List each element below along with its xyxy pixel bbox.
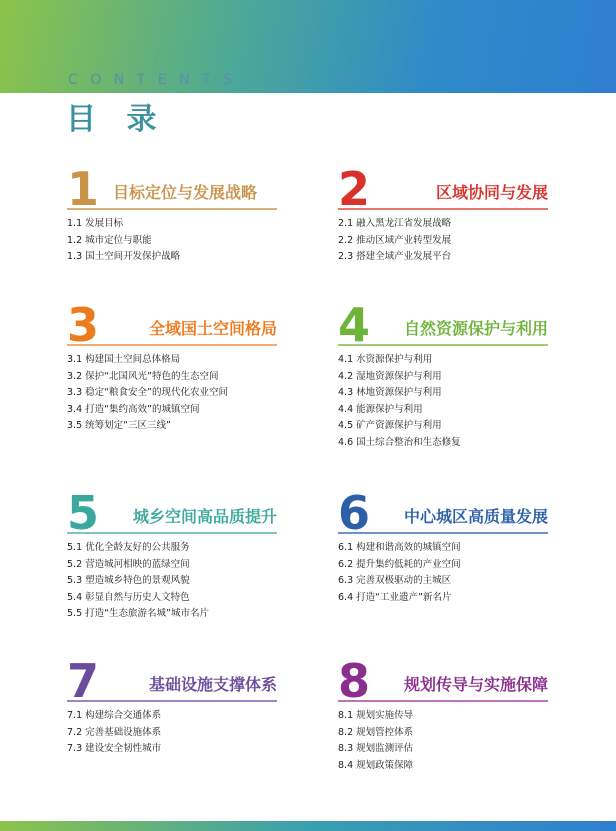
toc-item[interactable]: 4.3 林地资源保护与利用 — [338, 387, 442, 399]
toc-section-5 — [67, 488, 277, 623]
toc-item[interactable]: 5.2 营造城河相映的蓝绿空间 — [67, 558, 190, 570]
section-number: 7 — [67, 654, 100, 708]
toc-item[interactable]: 4.5 矿产资源保护与利用 — [338, 420, 442, 432]
toc-section-8 — [338, 656, 548, 774]
toc-item[interactable]: 6.1 构建和谐高效的城镇空间 — [338, 542, 461, 553]
section-header — [67, 654, 277, 708]
toc-item[interactable]: 5.1 优化全龄友好的公共服务 — [67, 542, 190, 553]
toc-item[interactable]: 4.1 水资源保护与利用 — [338, 354, 433, 365]
toc-item[interactable]: 8.2 规划管控体系 — [338, 726, 414, 738]
toc-item[interactable]: 3.5 统筹划定“三区三线” — [67, 420, 171, 432]
section-title[interactable]: 中心城区高质量发展 — [403, 507, 548, 526]
toc-item[interactable]: 3.4 打造“集约高效”的城镇空间 — [67, 403, 200, 415]
section-number: 4 — [338, 298, 371, 352]
section-title[interactable]: 目标定位与发展战略 — [113, 183, 258, 202]
toc-item[interactable]: 3.1 构建国土空间总体格局 — [67, 354, 181, 365]
section-title[interactable]: 基础设施支撑体系 — [148, 675, 277, 694]
section-number: 1 — [67, 162, 100, 216]
toc-item[interactable]: 1.3 国土空间开发保护战略 — [67, 251, 181, 263]
section-number: 6 — [338, 486, 371, 540]
section-items — [67, 708, 277, 758]
toc-section-1 — [67, 164, 277, 266]
toc-item[interactable]: 1.1 发展目标 — [67, 218, 124, 229]
toc-item[interactable]: 8.1 规划实施传导 — [338, 710, 414, 721]
toc-item[interactable]: 6.3 完善双极驱动的主城区 — [338, 575, 452, 587]
toc-item[interactable]: 6.4 打造“工业遗产”新名片 — [338, 591, 452, 603]
section-items — [67, 540, 277, 623]
section-number: 2 — [338, 162, 371, 216]
section-header — [67, 298, 277, 352]
toc-item[interactable]: 2.1 融入黑龙江省发展战略 — [338, 218, 452, 229]
toc-section-3 — [67, 300, 277, 435]
toc-item[interactable]: 8.4 规划政策保障 — [338, 759, 414, 771]
section-header — [67, 162, 277, 216]
contents-label: CONTENTS — [68, 72, 245, 88]
section-header — [67, 486, 277, 540]
toc-item[interactable]: 1.2 城市定位与职能 — [67, 234, 152, 246]
toc-item[interactable]: 2.3 搭建全域产业发展平台 — [338, 251, 452, 263]
section-items — [67, 352, 277, 435]
section-header — [338, 162, 548, 216]
toc-item[interactable]: 4.2 湿地资源保护与利用 — [338, 370, 442, 382]
toc-item[interactable]: 5.3 塑造城乡特色的景观风貌 — [67, 575, 190, 587]
section-header — [338, 298, 548, 352]
section-number: 5 — [67, 486, 100, 540]
section-number: 8 — [338, 654, 371, 708]
toc-item[interactable]: 7.3 建设安全韧性城市 — [67, 743, 162, 755]
toc-item[interactable]: 6.2 提升集约低耗的产业空间 — [338, 558, 461, 570]
toc-section-6 — [338, 488, 548, 606]
toc-item[interactable]: 2.2 推动区域产业转型发展 — [338, 234, 452, 246]
section-header — [338, 486, 548, 540]
toc-item[interactable]: 7.2 完善基础设施体系 — [67, 726, 162, 738]
toc-section-4 — [338, 300, 548, 452]
section-title[interactable]: 区域协同与发展 — [435, 183, 548, 202]
toc-section-7 — [67, 656, 277, 758]
section-header — [338, 654, 548, 708]
page-title: 目 录 — [66, 102, 167, 137]
section-items — [338, 352, 548, 452]
section-items — [338, 216, 548, 266]
toc-item[interactable]: 3.2 保护“北国风光”特色的生态空间 — [67, 370, 219, 382]
toc-item[interactable]: 4.4 能源保护与利用 — [338, 403, 423, 415]
section-items — [67, 216, 277, 266]
toc-item[interactable]: 4.6 国土综合整治和生态修复 — [338, 436, 461, 448]
section-items — [338, 540, 548, 606]
section-title[interactable]: 城乡空间高品质提升 — [132, 507, 277, 526]
toc-section-2 — [338, 164, 548, 266]
toc-item[interactable]: 5.5 打造“生态旅游名城”城市名片 — [67, 608, 209, 620]
toc-item[interactable]: 7.1 构建综合交通体系 — [67, 710, 162, 721]
toc-item[interactable]: 3.3 稳定“粮食安全”的现代化农业空间 — [67, 387, 228, 399]
toc-item[interactable]: 5.4 彰显自然与历史人文特色 — [67, 591, 190, 603]
toc-item[interactable]: 8.3 规划监测评估 — [338, 743, 414, 755]
section-title[interactable]: 自然资源保护与利用 — [403, 319, 548, 338]
section-number: 3 — [67, 298, 100, 352]
section-title[interactable]: 全域国土空间格局 — [148, 319, 277, 338]
section-items — [338, 708, 548, 774]
section-title[interactable]: 规划传导与实施保障 — [403, 675, 548, 694]
footer-bar — [0, 821, 616, 831]
